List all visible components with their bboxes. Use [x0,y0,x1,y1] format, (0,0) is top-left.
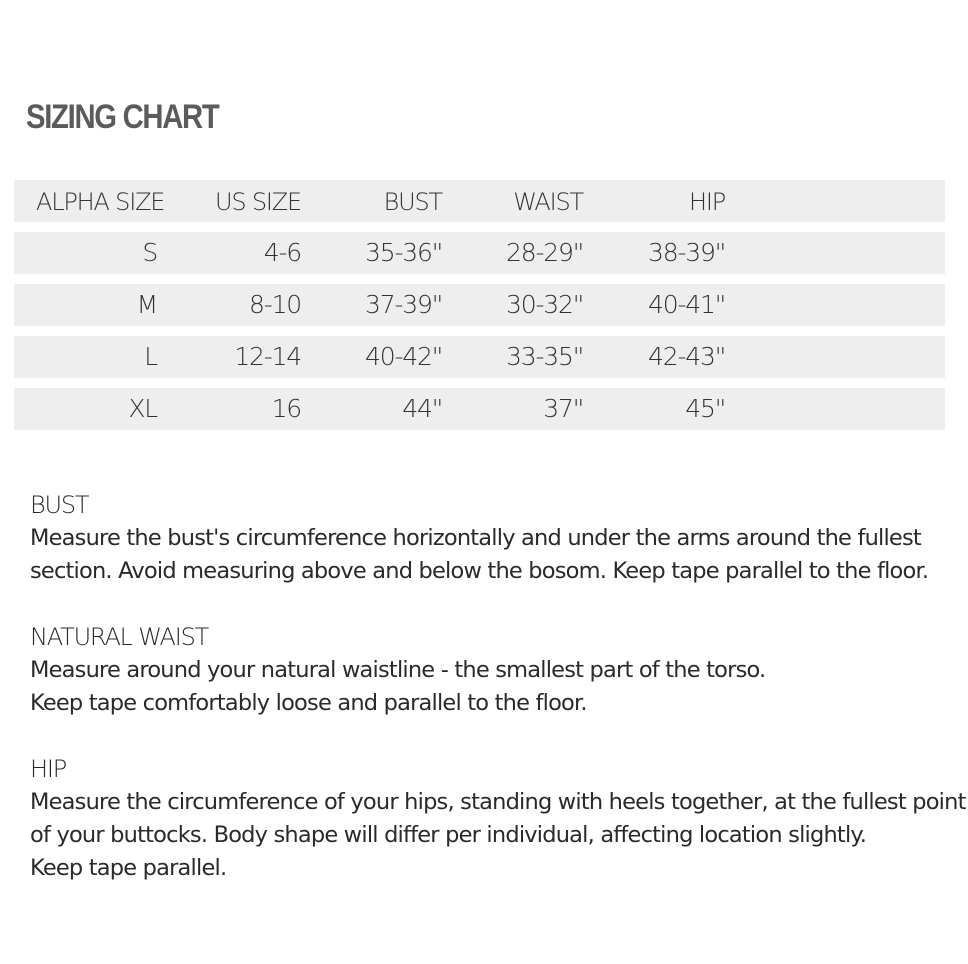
cell-bust: 35-36" [365,238,442,267]
cell-waist: 33-35" [506,342,583,371]
bust-section [30,489,950,588]
cell-waist: 28-29" [506,238,583,267]
waist-section [30,621,950,720]
section-line: Measure the bust's circumference horizontally and under the arms around the fullest [30,525,921,551]
section-heading: HIP [30,755,66,783]
cell-us-size: 12-14 [234,342,301,371]
table-row [14,232,945,274]
section-line: Measure the circumference of your hips, standing with heels together, at the fullest point [30,789,966,815]
page-title: SIZING CHART [26,98,219,136]
sizing-table [14,180,945,440]
table-header-row [14,180,945,222]
table-row [14,284,945,326]
cell-bust: 37-39" [365,290,442,319]
hip-section [30,753,966,885]
cell-alpha-size: XL [128,394,157,423]
cell-alpha-size: S [142,238,157,267]
header-us-size: US SIZE [215,188,301,216]
cell-waist: 30-32" [506,290,583,319]
section-line: Keep tape comfortably loose and parallel to the floor. [30,690,587,716]
cell-alpha-size: L [144,342,157,371]
section-heading: BUST [30,491,89,519]
cell-alpha-size: M [136,290,157,319]
section-line: section. Avoid measuring above and below the bosom. Keep tape parallel to the floor. [30,558,929,584]
header-hip: HIP [689,188,725,216]
section-heading: NATURAL WAIST [30,623,209,651]
cell-us-size: 4-6 [263,238,301,267]
cell-waist: 37" [543,394,583,423]
cell-bust: 44" [402,394,442,423]
section-line: Measure around your natural waistline - the smallest part of the torso. [30,657,766,683]
cell-us-size: 8-10 [249,290,301,319]
cell-hip: 38-39" [648,238,725,267]
cell-hip: 45" [685,394,725,423]
header-bust: BUST [383,188,442,216]
header-waist: WAIST [513,188,583,216]
cell-hip: 40-41" [648,290,725,319]
cell-us-size: 16 [271,394,301,423]
cell-bust: 40-42" [365,342,442,371]
table-row [14,336,945,378]
section-line: of your buttocks. Body shape will differ per individual, affecting location slightly. [30,822,867,848]
cell-hip: 42-43" [648,342,725,371]
table-row [14,388,945,430]
section-line: Keep tape parallel. [30,855,227,881]
header-alpha-size: ALPHA SIZE [36,188,165,216]
